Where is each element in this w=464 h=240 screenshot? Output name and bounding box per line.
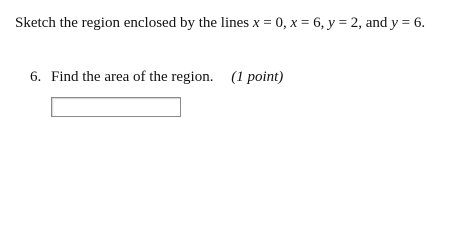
question-6: [30, 68, 283, 86]
problem-statement: Sketch the region enclosed by the lines x = 0, x = 6, y = 2, and y = 6.: [15, 15, 426, 31]
question-points: (1 point): [231, 69, 284, 85]
question-number: 6.: [30, 69, 42, 85]
question-text: Find the area of the region.: [51, 69, 214, 85]
answer-input[interactable]: [51, 97, 181, 117]
